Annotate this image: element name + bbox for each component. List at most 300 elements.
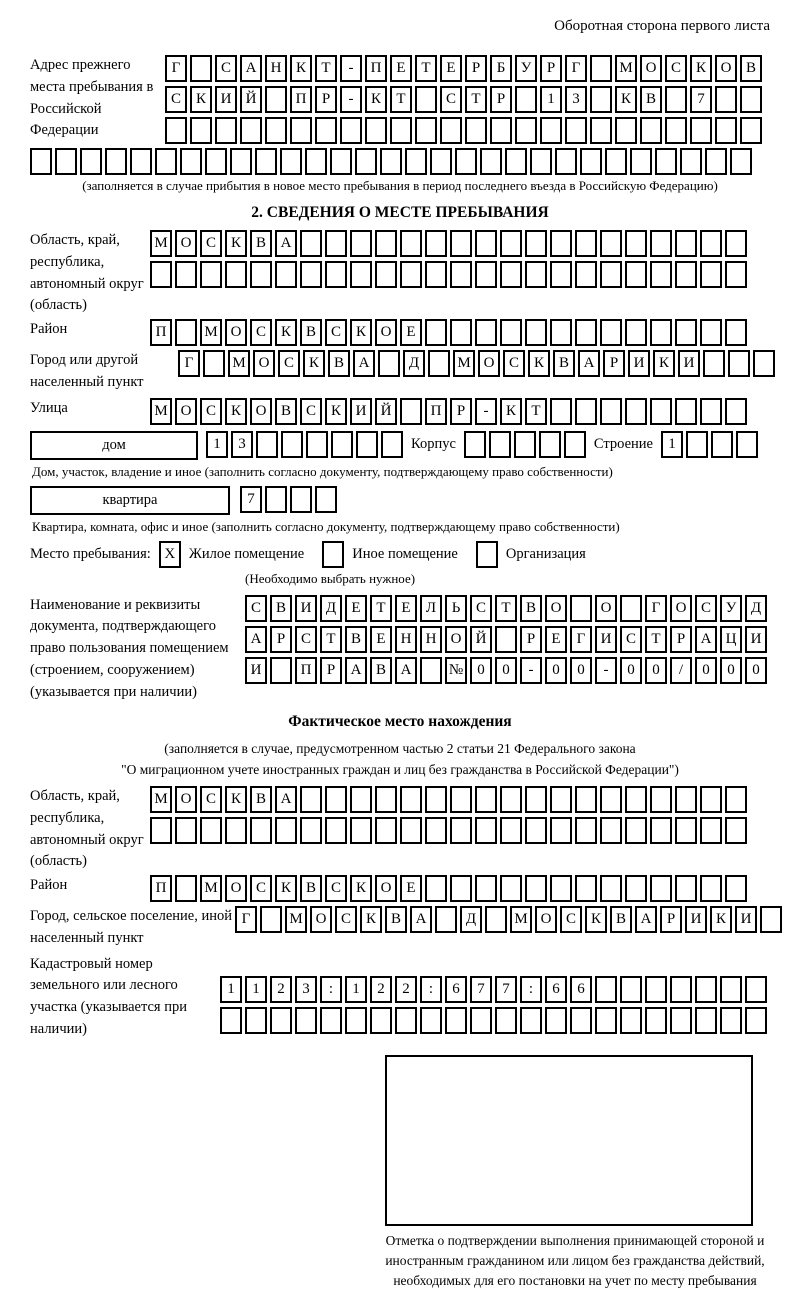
char-cell[interactable] — [525, 875, 547, 902]
char-cell[interactable] — [650, 319, 672, 346]
char-cell[interactable]: О — [375, 875, 397, 902]
char-cell[interactable]: О — [175, 398, 197, 425]
char-cell[interactable] — [720, 1007, 742, 1034]
char-cell[interactable]: 0 — [470, 657, 492, 684]
char-cell[interactable]: Н — [265, 55, 287, 82]
char-cell[interactable]: Д — [745, 595, 767, 622]
char-cell[interactable] — [715, 86, 737, 113]
char-cell[interactable]: Р — [320, 657, 342, 684]
char-cell[interactable] — [630, 148, 652, 175]
char-cell[interactable]: С — [325, 875, 347, 902]
char-cell[interactable] — [625, 319, 647, 346]
char-cell[interactable] — [175, 261, 197, 288]
char-cell[interactable] — [530, 148, 552, 175]
checkbox-residential-premises[interactable]: X — [159, 541, 181, 568]
char-cell[interactable]: И — [685, 906, 707, 933]
char-cell[interactable] — [725, 786, 747, 813]
char-cell[interactable]: Р — [465, 55, 487, 82]
char-cell[interactable] — [420, 657, 442, 684]
char-cell[interactable]: М — [285, 906, 307, 933]
char-cell[interactable]: С — [245, 595, 267, 622]
char-cell[interactable]: Д — [403, 350, 425, 377]
char-cell[interactable] — [675, 261, 697, 288]
char-cell[interactable] — [350, 786, 372, 813]
char-cell[interactable]: В — [250, 786, 272, 813]
char-cell[interactable]: М — [150, 398, 172, 425]
char-cell[interactable] — [400, 817, 422, 844]
char-cell[interactable] — [375, 230, 397, 257]
char-cell[interactable]: Г — [645, 595, 667, 622]
char-cell[interactable] — [670, 976, 692, 1003]
char-cell[interactable]: Р — [520, 626, 542, 653]
char-cell[interactable]: О — [478, 350, 500, 377]
char-cell[interactable] — [378, 350, 400, 377]
char-cell[interactable]: Р — [603, 350, 625, 377]
char-cell[interactable] — [305, 148, 327, 175]
char-cell[interactable] — [315, 117, 337, 144]
char-cell[interactable] — [620, 976, 642, 1003]
char-cell[interactable] — [505, 148, 527, 175]
char-cell[interactable]: О — [445, 626, 467, 653]
char-cell[interactable] — [390, 117, 412, 144]
char-cell[interactable] — [650, 875, 672, 902]
char-cell[interactable] — [215, 117, 237, 144]
char-cell[interactable] — [625, 786, 647, 813]
char-cell[interactable]: О — [175, 786, 197, 813]
char-cell[interactable] — [428, 350, 450, 377]
char-cell[interactable]: Т — [525, 398, 547, 425]
char-cell[interactable] — [525, 261, 547, 288]
char-cell[interactable]: Г — [178, 350, 200, 377]
char-cell[interactable]: Й — [240, 86, 262, 113]
char-cell[interactable] — [270, 1007, 292, 1034]
char-cell[interactable]: К — [710, 906, 732, 933]
char-cell[interactable] — [415, 117, 437, 144]
char-cell[interactable]: 2 — [395, 976, 417, 1003]
char-cell[interactable]: / — [670, 657, 692, 684]
char-cell[interactable] — [500, 261, 522, 288]
char-cell[interactable] — [645, 976, 667, 1003]
char-cell[interactable]: А — [353, 350, 375, 377]
char-cell[interactable] — [650, 398, 672, 425]
char-cell[interactable]: А — [410, 906, 432, 933]
char-cell[interactable] — [356, 431, 378, 458]
char-cell[interactable] — [331, 431, 353, 458]
char-cell[interactable] — [540, 117, 562, 144]
char-cell[interactable] — [265, 486, 287, 513]
char-cell[interactable] — [495, 626, 517, 653]
char-cell[interactable]: - — [475, 398, 497, 425]
char-cell[interactable] — [475, 817, 497, 844]
char-cell[interactable] — [711, 431, 733, 458]
char-cell[interactable]: 3 — [231, 431, 253, 458]
char-cell[interactable] — [500, 319, 522, 346]
char-cell[interactable] — [725, 875, 747, 902]
char-cell[interactable] — [675, 786, 697, 813]
char-cell[interactable] — [760, 906, 782, 933]
char-cell[interactable] — [605, 148, 627, 175]
char-cell[interactable] — [745, 1007, 767, 1034]
char-cell[interactable]: В — [300, 875, 322, 902]
char-cell[interactable]: И — [628, 350, 650, 377]
char-cell[interactable] — [375, 817, 397, 844]
char-cell[interactable] — [450, 261, 472, 288]
char-cell[interactable] — [625, 398, 647, 425]
char-cell[interactable] — [435, 906, 457, 933]
char-cell[interactable]: Г — [165, 55, 187, 82]
char-cell[interactable] — [575, 875, 597, 902]
char-cell[interactable] — [715, 117, 737, 144]
char-cell[interactable] — [550, 319, 572, 346]
char-cell[interactable]: 3 — [565, 86, 587, 113]
char-cell[interactable] — [575, 398, 597, 425]
char-cell[interactable]: В — [275, 398, 297, 425]
char-cell[interactable]: Е — [440, 55, 462, 82]
char-cell[interactable]: Т — [495, 595, 517, 622]
char-cell[interactable]: Р — [450, 398, 472, 425]
char-cell[interactable]: В — [328, 350, 350, 377]
char-cell[interactable]: : — [420, 976, 442, 1003]
char-cell[interactable]: В — [640, 86, 662, 113]
char-cell[interactable] — [425, 786, 447, 813]
char-cell[interactable]: 1 — [245, 976, 267, 1003]
char-cell[interactable]: М — [200, 875, 222, 902]
char-cell[interactable] — [330, 148, 352, 175]
char-cell[interactable]: В — [553, 350, 575, 377]
char-cell[interactable] — [700, 786, 722, 813]
char-cell[interactable]: 7 — [690, 86, 712, 113]
char-cell[interactable]: К — [350, 319, 372, 346]
char-cell[interactable]: К — [360, 906, 382, 933]
char-cell[interactable]: С — [295, 626, 317, 653]
char-cell[interactable]: Р — [540, 55, 562, 82]
char-cell[interactable]: 0 — [645, 657, 667, 684]
char-cell[interactable]: - — [340, 86, 362, 113]
char-cell[interactable]: П — [290, 86, 312, 113]
char-cell[interactable] — [445, 1007, 467, 1034]
char-cell[interactable] — [275, 261, 297, 288]
char-cell[interactable] — [525, 230, 547, 257]
char-cell[interactable]: К — [225, 230, 247, 257]
char-cell[interactable] — [315, 486, 337, 513]
char-cell[interactable]: Т — [370, 595, 392, 622]
char-cell[interactable]: Б — [490, 55, 512, 82]
char-cell[interactable]: 2 — [270, 976, 292, 1003]
char-cell[interactable] — [265, 117, 287, 144]
char-cell[interactable]: И — [215, 86, 237, 113]
char-cell[interactable]: О — [545, 595, 567, 622]
char-cell[interactable] — [625, 261, 647, 288]
char-cell[interactable] — [355, 148, 377, 175]
char-cell[interactable] — [575, 817, 597, 844]
char-cell[interactable] — [753, 350, 775, 377]
char-cell[interactable] — [230, 148, 252, 175]
char-cell[interactable]: - — [520, 657, 542, 684]
char-cell[interactable]: В — [345, 626, 367, 653]
char-cell[interactable] — [281, 431, 303, 458]
char-cell[interactable] — [675, 817, 697, 844]
char-cell[interactable] — [670, 1007, 692, 1034]
char-cell[interactable]: И — [295, 595, 317, 622]
char-cell[interactable] — [745, 976, 767, 1003]
char-cell[interactable]: Д — [460, 906, 482, 933]
char-cell[interactable] — [250, 817, 272, 844]
char-cell[interactable] — [700, 261, 722, 288]
char-cell[interactable]: 0 — [570, 657, 592, 684]
char-cell[interactable] — [225, 261, 247, 288]
char-cell[interactable]: М — [615, 55, 637, 82]
char-cell[interactable]: В — [610, 906, 632, 933]
char-cell[interactable] — [525, 319, 547, 346]
char-cell[interactable]: П — [295, 657, 317, 684]
char-cell[interactable] — [225, 817, 247, 844]
char-cell[interactable]: В — [740, 55, 762, 82]
char-cell[interactable] — [550, 817, 572, 844]
char-cell[interactable] — [400, 398, 422, 425]
char-cell[interactable] — [290, 486, 312, 513]
char-cell[interactable]: И — [745, 626, 767, 653]
char-cell[interactable]: К — [365, 86, 387, 113]
char-cell[interactable] — [455, 148, 477, 175]
char-cell[interactable]: В — [250, 230, 272, 257]
char-cell[interactable] — [640, 117, 662, 144]
char-cell[interactable] — [500, 875, 522, 902]
char-cell[interactable] — [395, 1007, 417, 1034]
char-cell[interactable]: С — [665, 55, 687, 82]
char-cell[interactable]: Е — [400, 875, 422, 902]
char-cell[interactable]: И — [245, 657, 267, 684]
char-cell[interactable]: Т — [415, 55, 437, 82]
char-cell[interactable] — [690, 117, 712, 144]
char-cell[interactable]: 7 — [495, 976, 517, 1003]
char-cell[interactable]: 0 — [720, 657, 742, 684]
char-cell[interactable]: Е — [345, 595, 367, 622]
char-cell[interactable]: С — [278, 350, 300, 377]
char-cell[interactable]: Е — [400, 319, 422, 346]
char-cell[interactable]: С — [325, 319, 347, 346]
char-cell[interactable]: Т — [390, 86, 412, 113]
char-cell[interactable]: 6 — [545, 976, 567, 1003]
char-cell[interactable]: Р — [660, 906, 682, 933]
char-cell[interactable] — [515, 86, 537, 113]
char-cell[interactable]: Р — [670, 626, 692, 653]
char-cell[interactable] — [703, 350, 725, 377]
char-cell[interactable]: М — [200, 319, 222, 346]
char-cell[interactable]: К — [325, 398, 347, 425]
char-cell[interactable] — [730, 148, 752, 175]
char-cell[interactable]: № — [445, 657, 467, 684]
char-cell[interactable]: 7 — [470, 976, 492, 1003]
char-cell[interactable]: 0 — [545, 657, 567, 684]
char-cell[interactable] — [450, 786, 472, 813]
char-cell[interactable] — [700, 875, 722, 902]
char-cell[interactable]: К — [585, 906, 607, 933]
char-cell[interactable] — [590, 117, 612, 144]
char-cell[interactable]: К — [653, 350, 675, 377]
char-cell[interactable] — [220, 1007, 242, 1034]
char-cell[interactable]: 1 — [220, 976, 242, 1003]
char-cell[interactable] — [550, 261, 572, 288]
char-cell[interactable]: С — [560, 906, 582, 933]
char-cell[interactable]: О — [715, 55, 737, 82]
char-cell[interactable] — [600, 875, 622, 902]
char-cell[interactable] — [381, 431, 403, 458]
char-cell[interactable] — [450, 319, 472, 346]
char-cell[interactable]: П — [150, 319, 172, 346]
char-cell[interactable]: К — [350, 875, 372, 902]
char-cell[interactable]: С — [620, 626, 642, 653]
char-cell[interactable]: 0 — [495, 657, 517, 684]
char-cell[interactable] — [736, 431, 758, 458]
char-cell[interactable] — [345, 1007, 367, 1034]
char-cell[interactable] — [665, 117, 687, 144]
char-cell[interactable]: К — [275, 319, 297, 346]
char-cell[interactable]: Р — [315, 86, 337, 113]
char-cell[interactable] — [450, 817, 472, 844]
char-cell[interactable]: Й — [470, 626, 492, 653]
char-cell[interactable] — [550, 875, 572, 902]
char-cell[interactable] — [425, 817, 447, 844]
char-cell[interactable]: Л — [420, 595, 442, 622]
char-cell[interactable] — [570, 1007, 592, 1034]
char-cell[interactable] — [130, 148, 152, 175]
char-cell[interactable] — [620, 1007, 642, 1034]
char-cell[interactable]: М — [453, 350, 475, 377]
char-cell[interactable] — [420, 1007, 442, 1034]
char-cell[interactable] — [295, 1007, 317, 1034]
char-cell[interactable]: К — [275, 875, 297, 902]
char-cell[interactable] — [740, 117, 762, 144]
char-cell[interactable] — [375, 786, 397, 813]
char-cell[interactable]: Н — [420, 626, 442, 653]
char-cell[interactable]: А — [635, 906, 657, 933]
char-cell[interactable] — [240, 117, 262, 144]
char-cell[interactable] — [300, 817, 322, 844]
char-cell[interactable] — [680, 148, 702, 175]
char-cell[interactable] — [590, 55, 612, 82]
char-cell[interactable] — [600, 261, 622, 288]
char-cell[interactable] — [150, 261, 172, 288]
char-cell[interactable] — [205, 148, 227, 175]
char-cell[interactable]: О — [640, 55, 662, 82]
char-cell[interactable] — [570, 595, 592, 622]
char-cell[interactable]: Ь — [445, 595, 467, 622]
char-cell[interactable] — [175, 875, 197, 902]
char-cell[interactable] — [464, 431, 486, 458]
char-cell[interactable] — [190, 55, 212, 82]
char-cell[interactable] — [705, 148, 727, 175]
char-cell[interactable]: О — [250, 398, 272, 425]
char-cell[interactable]: С — [440, 86, 462, 113]
char-cell[interactable]: Т — [465, 86, 487, 113]
char-cell[interactable] — [539, 431, 561, 458]
char-cell[interactable] — [595, 976, 617, 1003]
char-cell[interactable] — [550, 398, 572, 425]
char-cell[interactable] — [728, 350, 750, 377]
char-cell[interactable]: М — [228, 350, 250, 377]
char-cell[interactable]: С — [200, 398, 222, 425]
char-cell[interactable]: 0 — [695, 657, 717, 684]
char-cell[interactable] — [325, 786, 347, 813]
char-cell[interactable] — [595, 1007, 617, 1034]
char-cell[interactable] — [325, 230, 347, 257]
char-cell[interactable]: О — [175, 230, 197, 257]
char-cell[interactable] — [300, 230, 322, 257]
char-cell[interactable]: - — [340, 55, 362, 82]
char-cell[interactable] — [490, 117, 512, 144]
checkbox-other-premises[interactable] — [322, 541, 344, 568]
char-cell[interactable]: П — [365, 55, 387, 82]
char-cell[interactable] — [650, 230, 672, 257]
char-cell[interactable]: С — [200, 230, 222, 257]
char-cell[interactable]: И — [735, 906, 757, 933]
char-cell[interactable]: О — [375, 319, 397, 346]
char-cell[interactable]: Ц — [720, 626, 742, 653]
char-cell[interactable] — [325, 817, 347, 844]
char-cell[interactable] — [515, 117, 537, 144]
char-cell[interactable] — [575, 319, 597, 346]
char-cell[interactable] — [150, 817, 172, 844]
char-cell[interactable] — [489, 431, 511, 458]
char-cell[interactable] — [80, 148, 102, 175]
char-cell[interactable] — [400, 261, 422, 288]
char-cell[interactable]: П — [150, 875, 172, 902]
char-cell[interactable] — [650, 786, 672, 813]
char-cell[interactable] — [200, 261, 222, 288]
char-cell[interactable] — [475, 319, 497, 346]
char-cell[interactable]: : — [520, 976, 542, 1003]
char-cell[interactable]: 3 — [295, 976, 317, 1003]
char-cell[interactable]: Г — [565, 55, 587, 82]
char-cell[interactable]: У — [720, 595, 742, 622]
char-cell[interactable]: Г — [235, 906, 257, 933]
char-cell[interactable] — [700, 817, 722, 844]
char-cell[interactable]: Е — [390, 55, 412, 82]
char-cell[interactable]: О — [595, 595, 617, 622]
char-cell[interactable] — [425, 230, 447, 257]
char-cell[interactable]: Й — [375, 398, 397, 425]
char-cell[interactable]: Е — [545, 626, 567, 653]
char-cell[interactable] — [495, 1007, 517, 1034]
char-cell[interactable] — [620, 595, 642, 622]
char-cell[interactable]: О — [310, 906, 332, 933]
char-cell[interactable] — [485, 906, 507, 933]
char-cell[interactable]: 1 — [206, 431, 228, 458]
char-cell[interactable]: 1 — [345, 976, 367, 1003]
char-cell[interactable] — [175, 817, 197, 844]
char-cell[interactable]: И — [595, 626, 617, 653]
char-cell[interactable]: М — [150, 786, 172, 813]
char-cell[interactable] — [575, 261, 597, 288]
char-cell[interactable] — [720, 976, 742, 1003]
char-cell[interactable] — [545, 1007, 567, 1034]
char-cell[interactable] — [325, 261, 347, 288]
char-cell[interactable]: А — [345, 657, 367, 684]
char-cell[interactable]: Е — [395, 595, 417, 622]
char-cell[interactable] — [255, 148, 277, 175]
char-cell[interactable]: 0 — [620, 657, 642, 684]
char-cell[interactable]: К — [225, 786, 247, 813]
char-cell[interactable] — [250, 261, 272, 288]
char-cell[interactable] — [425, 875, 447, 902]
char-cell[interactable] — [440, 117, 462, 144]
char-cell[interactable] — [320, 1007, 342, 1034]
char-cell[interactable]: Т — [645, 626, 667, 653]
char-cell[interactable] — [470, 1007, 492, 1034]
char-cell[interactable]: С — [250, 319, 272, 346]
char-cell[interactable]: В — [370, 657, 392, 684]
char-cell[interactable] — [465, 117, 487, 144]
